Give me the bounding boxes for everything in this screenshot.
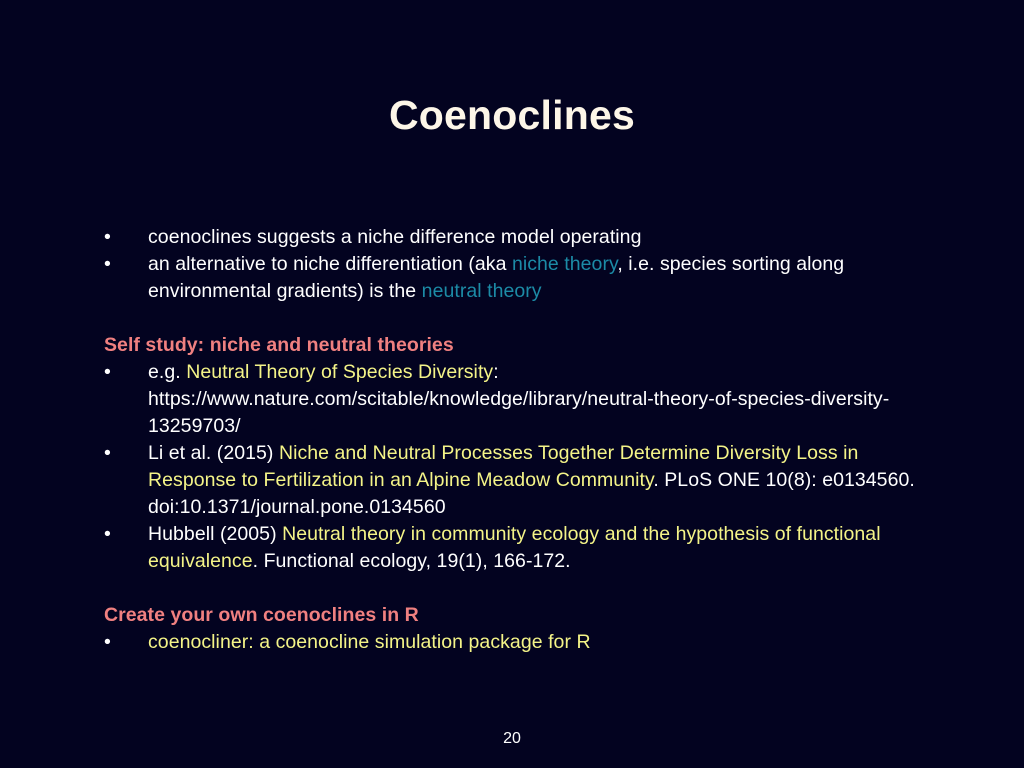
list-item-text-part2: , i.e. species sorting along environmental gradients) is the (148, 253, 845, 302)
reference-title: Niche and Neutral Processes Together Determine Diversity Loss in Response to Fertilization in an Alpine Meadow Community (148, 442, 859, 491)
niche-theory-link[interactable]: niche theory (511, 253, 618, 275)
list-item-text: coenoclines suggests a niche difference model operating (148, 226, 642, 248)
list-item-text: coenocliner: a coenocline simulation package for R (148, 631, 591, 653)
bullet-dot-icon: • (104, 442, 111, 464)
bullet-dot-icon: • (104, 523, 111, 545)
reference-title: Neutral Theory of Species Diversity (186, 361, 494, 383)
spacer (104, 575, 926, 602)
list-item (104, 224, 926, 251)
bullet-dot-icon: • (104, 253, 111, 275)
section-heading-create-own: Create your own coenoclines in R (104, 604, 419, 626)
reference-source: . Functional ecology, 19(1), 166-172. (252, 550, 571, 572)
list-item (104, 359, 926, 440)
list-item (104, 521, 926, 575)
list-item (104, 251, 926, 305)
list-item (104, 629, 926, 656)
page-title: Coenoclines (389, 92, 635, 138)
reference-url[interactable]: : https://www.nature.com/scitable/knowledge/library/neutral-theory-of-species-diversity-13259703/ (148, 361, 890, 437)
spacer (104, 305, 926, 332)
reference-source: . PLoS ONE 10(8): e0134560. doi:10.1371/journal.pone.0134560 (148, 469, 915, 518)
bullet-dot-icon: • (104, 631, 111, 653)
list-item-text-part1: an alternative to niche differentiation (aka (148, 253, 512, 275)
bullet-dot-icon: • (104, 361, 111, 383)
list-item (104, 440, 926, 521)
neutral-theory-link[interactable]: neutral theory (421, 280, 542, 302)
reference-prefix: e.g. (148, 361, 187, 383)
reference-prefix: Hubbell (2005) (148, 523, 283, 545)
page-number: 20 (503, 730, 521, 747)
reference-prefix: Li et al. (2015) (148, 442, 279, 464)
slide-body (104, 224, 926, 656)
section-heading-self-study: Self study: niche and neutral theories (104, 334, 454, 356)
bullet-dot-icon: • (104, 226, 111, 248)
reference-title: Neutral theory in community ecology and the hypothesis of functional equivalence (148, 523, 881, 572)
